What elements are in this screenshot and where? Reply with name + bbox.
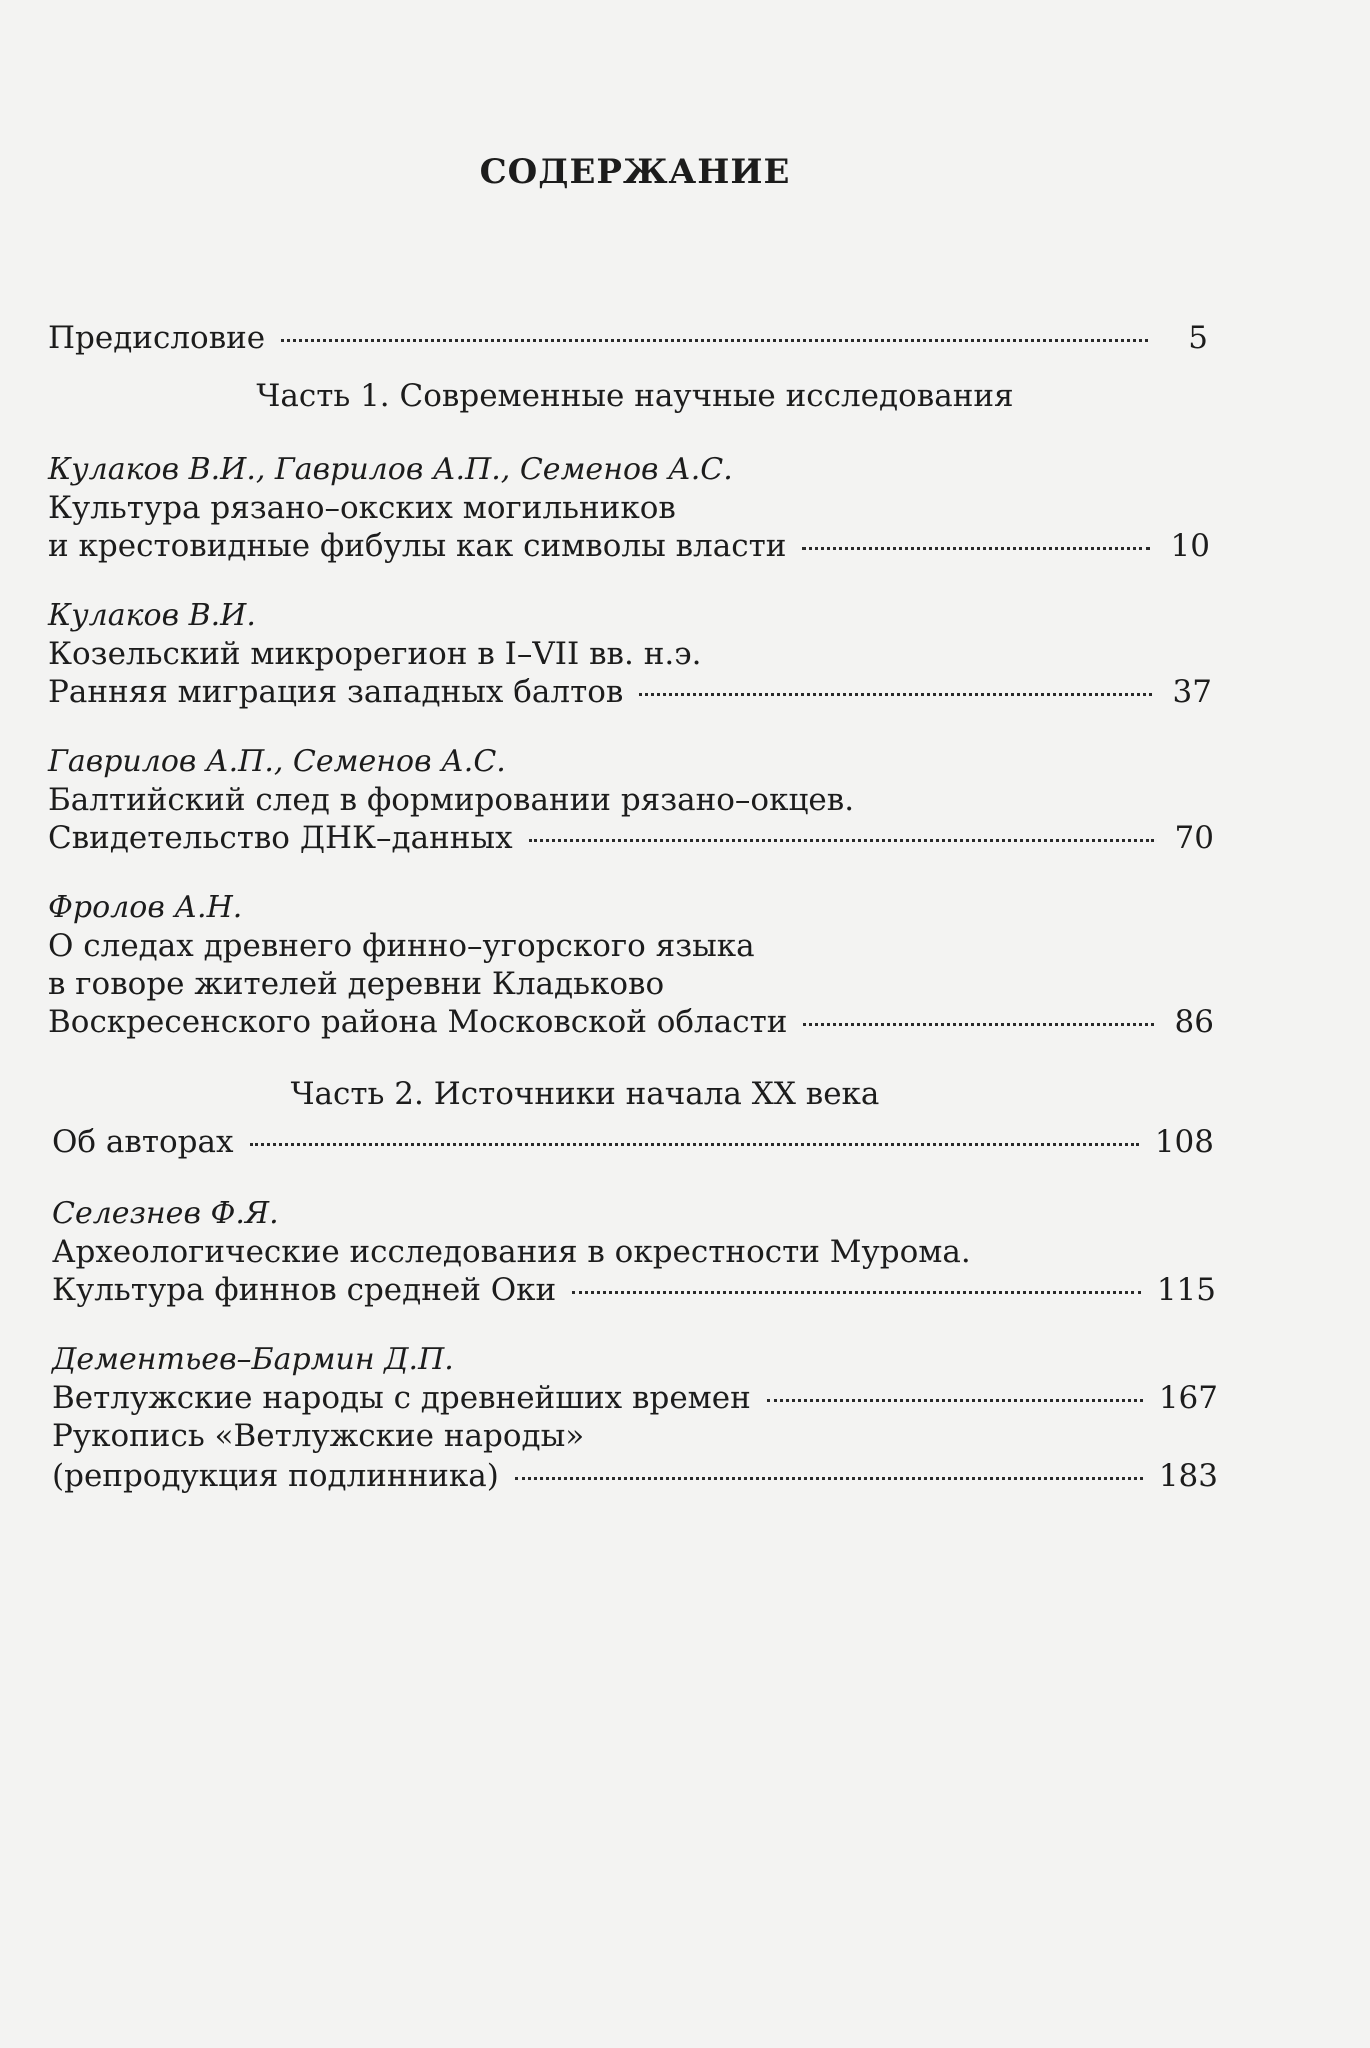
dot-leader: [803, 1023, 1154, 1026]
dot-leader: [281, 339, 1148, 342]
entry-author: Гаврилов А.П., Семенов А.С.: [48, 744, 506, 779]
toc-entry[interactable]: [52, 1458, 1218, 1494]
entry-title-line: (репродукция подлинника): [52, 1458, 499, 1494]
entry-title-line: Ранняя миграция западных балтов: [48, 674, 624, 710]
entry-title: Предисловие: [48, 320, 266, 356]
toc-entry[interactable]: [48, 1004, 1214, 1040]
dot-leader: [529, 839, 1154, 842]
page-number: 70: [1174, 820, 1214, 856]
dot-leader: [802, 547, 1150, 550]
page-number: 5: [1188, 320, 1208, 356]
entry-author: Кулаков В.И.: [48, 598, 256, 633]
entry-title-line: в говоре жителей деревни Кладьково: [48, 966, 665, 1002]
entry-title-line: Воскресенского района Московской области: [48, 1004, 788, 1040]
entry-title-line: Культура финнов средней Оки: [52, 1272, 557, 1308]
entry-title-line: Свидетельство ДНК–данных: [48, 820, 513, 856]
dot-leader: [572, 1291, 1141, 1294]
toc-entry[interactable]: [48, 674, 1212, 710]
page-number: 86: [1174, 1004, 1214, 1040]
toc-entry[interactable]: [52, 1272, 1216, 1308]
dot-leader: [250, 1143, 1139, 1146]
entry-author: Кулаков В.И., Гаврилов А.П., Семенов А.С.: [48, 452, 733, 487]
part-2-heading: Часть 2. Источники начала XX века: [290, 1076, 880, 1112]
toc-entry-preface[interactable]: [48, 320, 1208, 356]
entry-title-line: Археологические исследования в окрестности Мурома.: [52, 1234, 971, 1270]
entry-title-line: Козельский микрорегион в I–VII вв. н.э.: [48, 636, 702, 672]
dot-leader: [767, 1399, 1143, 1402]
entry-title-line: и крестовидные фибулы как символы власти: [48, 528, 787, 564]
page-number: 108: [1154, 1124, 1214, 1160]
page-number: 10: [1170, 528, 1210, 564]
toc-entry-about[interactable]: [52, 1124, 1214, 1160]
part-1-heading: Часть 1. Современные научные исследования: [256, 378, 1014, 414]
dot-leader: [515, 1477, 1143, 1480]
toc-entry[interactable]: [48, 820, 1214, 856]
entry-title-line: Культура рязано–окских могильников: [48, 490, 676, 526]
dot-leader: [639, 693, 1152, 696]
entry-title-line: Балтийский след в формировании рязано–окцев.: [48, 782, 855, 818]
entry-author: Дементьев–Бармин Д.П.: [52, 1342, 454, 1377]
toc-entry[interactable]: [48, 528, 1210, 564]
entry-author: Фролов А.Н.: [48, 890, 243, 925]
page-title: СОДЕРЖАНИЕ: [479, 152, 791, 192]
entry-title-line: Рукопись «Ветлужские народы»: [52, 1418, 585, 1454]
page-number: 167: [1158, 1380, 1218, 1416]
entry-title-line: О следах древнего финно–угорского языка: [48, 928, 755, 964]
entry-title-line: Ветлужские народы с древнейших времен: [52, 1380, 751, 1416]
page-number: 37: [1172, 674, 1212, 710]
entry-author: Селезнев Ф.Я.: [52, 1196, 279, 1231]
entry-title: Об авторах: [52, 1124, 234, 1160]
page-number: 183: [1158, 1458, 1218, 1494]
page-number: 115: [1156, 1272, 1216, 1308]
toc-entry[interactable]: [52, 1380, 1218, 1416]
